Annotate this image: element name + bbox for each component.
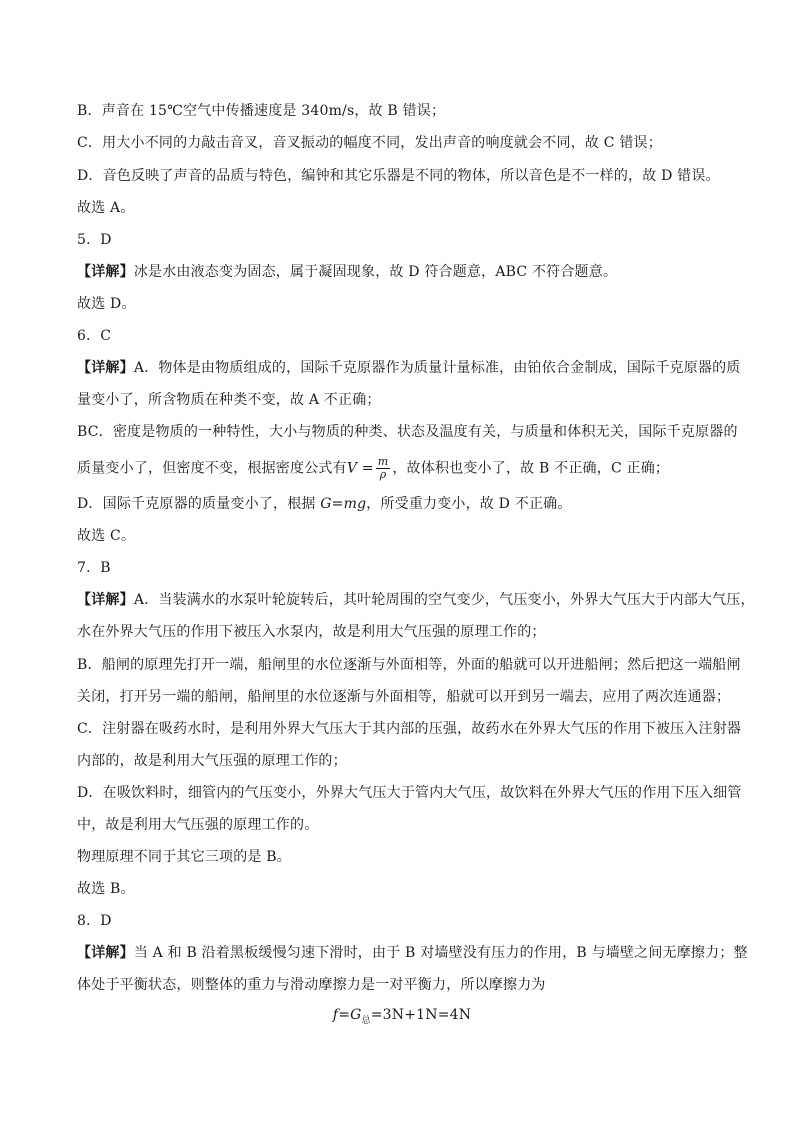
answer-line-4b: B．声音在 15℃空气中传播速度是 340m/s，故 B 错误； — [77, 103, 446, 119]
question-5-answer: 5．D — [77, 232, 112, 248]
weight-formula: G=mg — [320, 496, 367, 512]
answer-line-4c: C．用大小不同的力敲击音叉，音叉振动的幅度不同，发出声音的响度就会不同，故 C 错误； — [77, 135, 662, 151]
explanation-text: A．物体是由物质组成的，国际千克原器作为质量计量标准，由铂依合金制成，国际千克原器的质 — [133, 360, 741, 376]
question-7-explanation — [77, 590, 755, 610]
explanation-line: 量变小了，所含物质在种类不变，故 A 不正确； — [77, 392, 381, 408]
detail-tag: 【详解】 — [77, 592, 134, 608]
question-7-answer: 7．B — [77, 560, 111, 576]
question-6-explanation — [77, 358, 741, 378]
weight-symbol: G — [350, 1007, 362, 1023]
question-6-answer: 6．C — [77, 328, 112, 344]
fraction-numerator: m — [377, 455, 389, 468]
text-segment: 质量变小了，但密度不变，根据密度公式有 — [77, 460, 347, 477]
answer-line-4d: D．音色反映了声音的品质与特色，编钟和其它乐器是不同的物体，所以音色是不一样的，故 D 错误。 — [77, 168, 720, 184]
question-5-explanation — [77, 262, 727, 282]
answer-choice-7: 故选 B。 — [77, 881, 135, 897]
explanation-line: 内部的，故是利用大气压强的原理工作的； — [77, 753, 347, 769]
answer-choice-6: 故选 C。 — [77, 528, 136, 544]
explanation-line-formula — [77, 494, 727, 514]
explanation-line: 水在外界大气压的作用下被压入水泵内，故是利用大气压强的原理工作的； — [77, 624, 546, 640]
detail-tag: 【详解】 — [77, 360, 134, 376]
explanation-text: 当 A 和 B 沿着黑板缓慢匀速下滑时，由于 B 对墙壁没有压力的作用，B 与墙壁之间无摩擦力；整 — [133, 945, 748, 961]
fraction-denominator: ρ — [379, 468, 387, 481]
equation-rest: =3N+1N=4N — [370, 1007, 472, 1023]
question-8-explanation — [77, 943, 748, 963]
explanation-line: 体处于平衡状态，则整体的重力与滑动摩擦力是一对平衡力，所以摩擦力为 — [77, 977, 546, 993]
explanation-line-formula — [77, 456, 727, 481]
friction-symbol: f — [332, 1007, 339, 1023]
explanation-text: 冰是水由液态变为固态，属于凝固现象，故 D 符合题意，ABC 不符合题意。 — [133, 264, 618, 280]
equals-sign: = — [338, 1007, 351, 1023]
explanation-line: C．注射器在吸药水时，是利用外界大气压大于其内部的压强，故药水在外界大气压的作用下被压入注射器 — [77, 721, 742, 737]
explanation-line: 中，故是利用大气压强的原理工作的。 — [77, 817, 319, 833]
explanation-line: BC．密度是物质的一种特性，大小与物质的种类、状态及温度有关，与质量和体积无关，国际千克原器的 — [77, 424, 738, 440]
formula-lhs: V — [346, 460, 358, 477]
text-segment: ，所受重力变小，故 D 不正确。 — [366, 496, 572, 512]
question-8-answer: 8．D — [77, 913, 112, 929]
friction-equation — [77, 1005, 727, 1031]
formula-equals: = — [357, 460, 374, 477]
answer-choice-4: 故选 A。 — [77, 200, 135, 216]
explanation-text: A．当装满水的水泵叶轮旋转后，其叶轮周围的空气变少，气压变小，外界大气压大于内部大气压， — [133, 592, 755, 608]
text-segment: D．国际千克原器的质量变小了，根据 — [77, 496, 316, 512]
detail-tag: 【详解】 — [77, 264, 134, 280]
detail-tag: 【详解】 — [77, 945, 134, 961]
answer-choice-5: 故选 D。 — [77, 296, 136, 312]
explanation-line: D．在吸饮料时，细管内的气压变小，外界大气压大于管内大气压，故饮料在外界大气压的作用下压入细管 — [77, 785, 742, 801]
density-fraction — [376, 456, 391, 481]
text-segment: ，故体积也变小了，故 B 不正确，C 正确； — [392, 460, 670, 477]
explanation-line: 物理原理不同于其它三项的是 B。 — [77, 849, 291, 865]
explanation-line: B．船闸的原理先打开一端，船闸里的水位逐渐与外面相等，外面的船就可以开进船闸；然后把这一端船闸 — [77, 657, 741, 673]
explanation-line: 关闭，打开另一端的船闸，船闸里的水位逐渐与外面相等，船就可以开到另一端去，应用了两次连通器； — [77, 689, 731, 705]
total-subscript: 总 — [361, 1015, 371, 1026]
